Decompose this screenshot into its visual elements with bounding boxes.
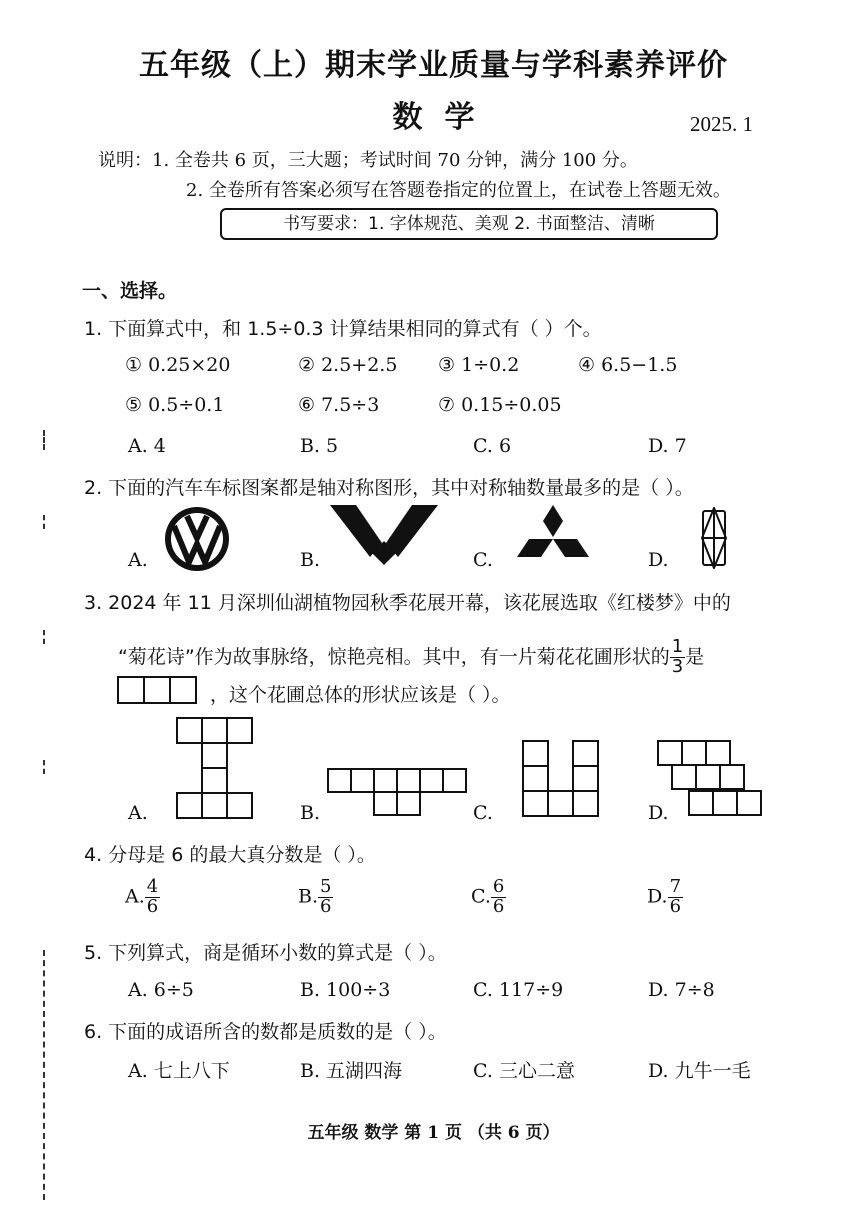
q1-item-5: ⑤ 0.5÷0.1 <box>125 394 225 416</box>
fraction-denominator: 6 <box>669 895 682 917</box>
shape-cell <box>572 765 599 792</box>
writing-requirement-box: 书写要求：1. 字体规范、美观 2. 书面整洁、清晰 <box>220 208 718 240</box>
question-1-stem: 1. 下面算式中，和 1.5÷0.3 计算结果相同的算式有（ ）个。 <box>84 318 602 340</box>
option-label: B. <box>298 885 319 908</box>
shape-cell <box>169 676 197 704</box>
shape-cell <box>688 790 714 816</box>
q4-option-c[interactable] <box>471 878 506 917</box>
q5-option-d[interactable]: D. 7÷8 <box>648 979 715 1001</box>
shape-cell <box>226 717 253 744</box>
shape-cell <box>201 792 228 819</box>
shape-cell <box>712 790 738 816</box>
shape-cell <box>657 740 683 766</box>
shape-cell <box>396 791 421 816</box>
fraction-one-third <box>670 638 685 677</box>
exam-subject: 数学 <box>392 100 497 135</box>
q1-item-7: ⑦ 0.15÷0.05 <box>438 394 562 416</box>
instruction-line-1: 说明：1. 全卷共 6 页，三大题；考试时间 70 分钟，满分 100 分。 <box>98 150 638 171</box>
q4-option-a[interactable] <box>125 878 160 917</box>
shape-cell <box>373 768 398 793</box>
q5-option-a[interactable]: A. 6÷5 <box>128 979 194 1001</box>
question-4-stem: 4. 分母是 6 的最大真分数是（ ）。 <box>84 844 376 866</box>
binding-mark <box>43 630 45 644</box>
q3-option-a[interactable]: A. <box>128 802 148 824</box>
option-label: D. <box>647 885 668 908</box>
option-label: A. <box>125 885 145 908</box>
q4-option-b[interactable] <box>298 878 333 917</box>
shape-cell <box>572 790 599 817</box>
q3-option-b[interactable]: B. <box>300 802 321 824</box>
question-3-line-1: 3. 2024 年 11 月深圳仙湖植物园秋季花展开幕，该花展选取《红楼梦》中的 <box>84 592 731 614</box>
q1-option-d[interactable]: D. 7 <box>648 435 687 457</box>
shape-cell <box>705 740 731 766</box>
q1-item-1: ① 0.25×20 <box>125 354 231 376</box>
wuling-logo-icon <box>330 505 438 567</box>
shape-cell <box>671 764 697 790</box>
binding-mark <box>43 760 45 774</box>
vw-logo-icon <box>162 504 232 574</box>
fraction-denominator: 6 <box>146 895 159 917</box>
q2-option-d[interactable]: D. <box>648 549 669 571</box>
q1-item-2: ② 2.5+2.5 <box>298 354 398 376</box>
q3-option-c[interactable]: C. <box>473 802 493 824</box>
shape-cell <box>117 676 145 704</box>
section-title: 一、选择。 <box>82 280 178 302</box>
shape-cell <box>572 740 599 767</box>
q6-option-c[interactable]: C. 三心二意 <box>473 1060 575 1082</box>
shape-cell <box>327 768 352 793</box>
fraction-numerator: 5 <box>320 876 332 897</box>
q1-option-b[interactable]: B. 5 <box>300 435 339 457</box>
q4-option-d[interactable] <box>647 878 683 917</box>
shape-cell <box>176 717 203 744</box>
shape-cell <box>143 676 171 704</box>
shape-cell <box>547 790 574 817</box>
shape-cell <box>419 768 444 793</box>
shape-cell <box>522 740 549 767</box>
question-3-line-2 <box>118 638 704 677</box>
option-label: C. <box>471 885 491 908</box>
shape-cell <box>522 765 549 792</box>
shape-cell <box>201 742 228 769</box>
q1-item-4: ④ 6.5−1.5 <box>578 354 678 376</box>
q1-option-c[interactable]: C. 6 <box>473 435 512 457</box>
fraction-numerator: 4 <box>146 876 159 897</box>
q2-option-b[interactable]: B. <box>300 549 321 571</box>
shape-cell <box>201 767 228 794</box>
fraction-numerator: 6 <box>492 876 505 897</box>
question-3-line-2-text: “菊花诗”作为故事脉络，惊艳亮相。其中，有一片菊花花圃形状的 <box>118 645 670 668</box>
page-footer: 五年级 数学 第 1 页 （共 6 页） <box>307 1123 560 1143</box>
question-3-line-2-end: 是 <box>685 645 705 668</box>
q2-option-c[interactable]: C. <box>473 549 493 571</box>
shape-cell <box>695 764 721 790</box>
q5-option-b[interactable]: B. 100÷3 <box>300 979 391 1001</box>
question-6-stem: 6. 下面的成语所含的数都是质数的是（ ）。 <box>84 1021 447 1043</box>
fraction-numerator: 7 <box>669 876 682 897</box>
exam-title: 五年级（上）期末学业质量与学科素养评价 <box>139 48 728 83</box>
shape-cell <box>396 768 421 793</box>
q3-option-d[interactable]: D. <box>648 802 669 824</box>
binding-mark <box>43 430 45 450</box>
q1-item-6: ⑥ 7.5÷3 <box>298 394 380 416</box>
q6-option-d[interactable]: D. 九牛一毛 <box>648 1060 751 1082</box>
instruction-line-2: 2. 全卷所有答案必须写在答题卷指定的位置上，在试卷上答题无效。 <box>186 180 731 201</box>
shape-cell <box>736 790 762 816</box>
shape-cell <box>522 790 549 817</box>
q5-option-c[interactable]: C. 117÷9 <box>473 979 564 1001</box>
shape-cell <box>350 768 375 793</box>
question-5-stem: 5. 下列算式，商是循环小数的算式是（ ）。 <box>84 942 447 964</box>
shape-cell <box>176 792 203 819</box>
q6-option-b[interactable]: B. 五湖四海 <box>300 1060 403 1082</box>
q6-option-a[interactable]: A. 七上八下 <box>128 1060 230 1082</box>
exam-date: 2025. 1 <box>690 112 753 136</box>
lincoln-logo-icon <box>700 507 728 569</box>
q1-item-3: ③ 1÷0.2 <box>438 354 520 376</box>
shape-cell <box>226 792 253 819</box>
shape-cell <box>373 791 398 816</box>
question-3-line-3: ，这个花圃总体的形状应该是（ ）。 <box>210 684 511 706</box>
q1-option-a[interactable]: A. 4 <box>128 435 166 457</box>
question-2-stem: 2. 下面的汽车车标图案都是轴对称图形，其中对称轴数量最多的是（ ）。 <box>84 477 694 499</box>
shape-cell <box>681 740 707 766</box>
binding-dashed-line <box>43 950 45 1200</box>
shape-cell <box>201 717 228 744</box>
fraction-denominator: 6 <box>320 895 332 917</box>
binding-mark <box>43 515 45 529</box>
fraction-denominator: 6 <box>492 895 505 917</box>
shape-cell <box>719 764 745 790</box>
q2-option-a[interactable]: A. <box>128 549 148 571</box>
mitsubishi-logo-icon <box>514 505 592 571</box>
fraction-numerator: 1 <box>671 636 684 657</box>
shape-cell <box>442 768 467 793</box>
fraction-denominator: 3 <box>671 655 684 677</box>
